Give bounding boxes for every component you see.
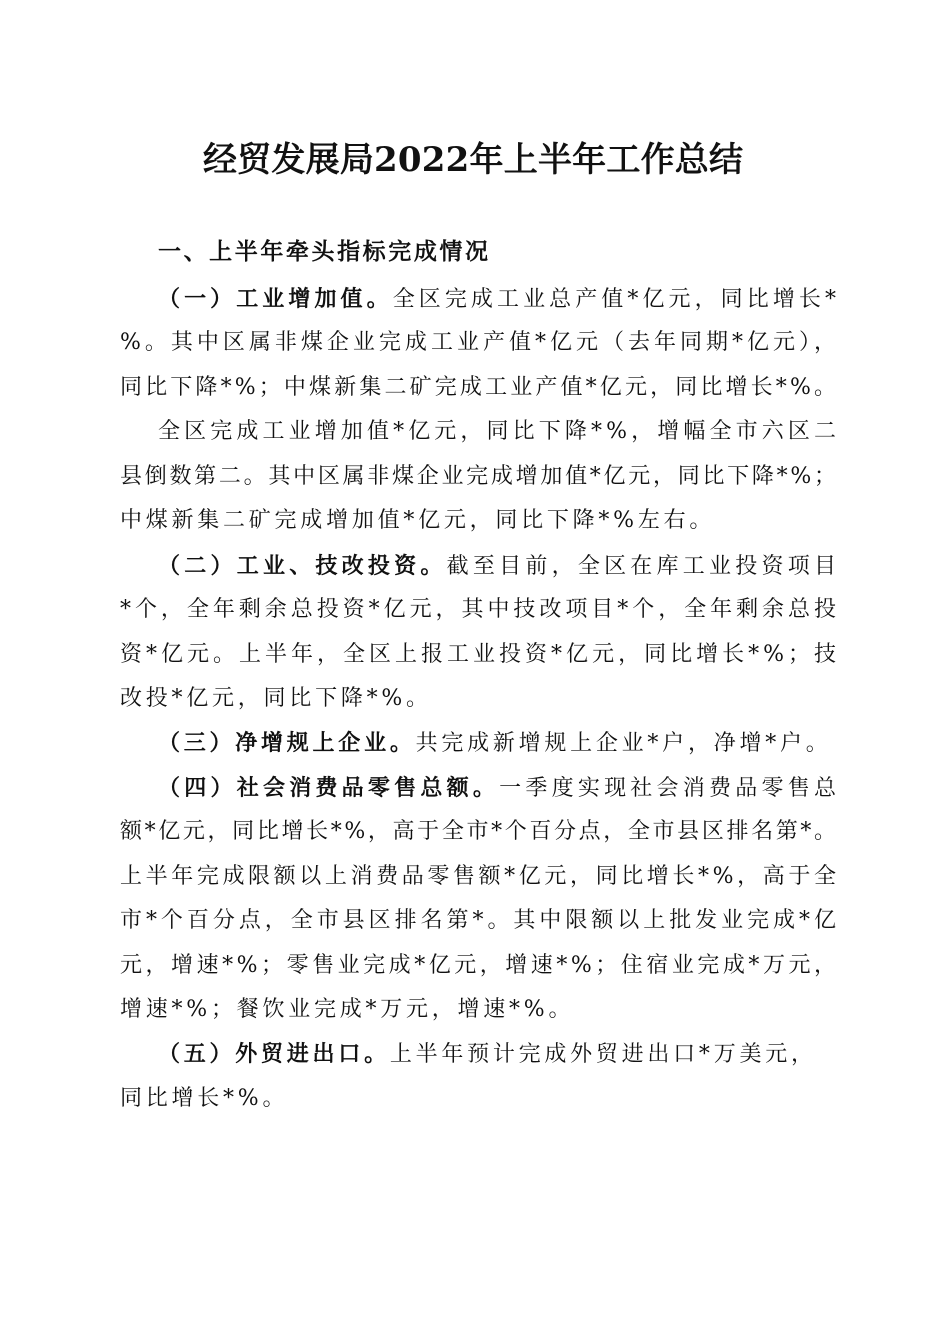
section-heading: 一、上半年牵头指标完成情况 — [158, 239, 491, 265]
line-text: 全区完成工业总产值*亿元，同比增长* — [392, 287, 841, 312]
paragraph-industrial-output — [120, 277, 841, 410]
body-line — [158, 1032, 836, 1076]
paragraph-lead: （一）工业增加值。 — [158, 286, 393, 312]
document-title: 经贸发展局2022年上半年工作总结 — [203, 140, 744, 180]
line-text: 上半年预计完成外贸进出口*万美元， — [389, 1042, 817, 1068]
paragraph-new-enterprises — [120, 721, 836, 765]
body-line: 市*个百分点，全市县区排名第*。其中限额以上批发业完成*亿 — [120, 908, 840, 934]
body-line — [158, 766, 841, 810]
body-line: *个，全年剩余总投资*亿元，其中技改项目*个，全年剩余总投 — [120, 597, 840, 623]
body-line: 额*亿元，同比增长*%，高于全市*个百分点，全市县区排名第*。 — [120, 819, 839, 845]
body-line: 同比下降*%；中煤新集二矿完成工业产值*亿元，同比增长*%。 — [120, 374, 840, 400]
paragraph-lead: （二）工业、技改投资。 — [158, 552, 447, 579]
line-text: 截至目前，全区在库工业投资项目 — [446, 553, 841, 579]
paragraph-lead: （四）社会消费品零售总额。 — [158, 774, 500, 801]
paragraph-investment — [120, 544, 841, 722]
paragraph-foreign-trade — [120, 1032, 836, 1121]
body-line: 县倒数第二。其中区属非煤企业完成增加值*亿元，同比下降*%； — [120, 463, 839, 489]
body-line: %。其中区属非煤企业完成工业产值*亿元（去年同期*亿元）， — [120, 330, 840, 356]
body-line: 资*亿元。上半年，全区上报工业投资*亿元，同比增长*%；技 — [120, 641, 841, 667]
body-line — [158, 277, 841, 321]
body-line: 上半年完成限额以上消费品零售额*亿元，同比增长*%，高于全 — [120, 863, 840, 889]
body-line — [158, 544, 841, 588]
body-line: 增速*%；餐饮业完成*万元，增速*%。 — [120, 997, 575, 1022]
line-text: 共完成新增规上企业*户，净增*户。 — [415, 731, 832, 757]
paragraph-lead: （五）外贸进出口。 — [158, 1041, 390, 1068]
paragraph-industrial-added-value — [120, 410, 841, 543]
line-text: 一季度实现社会消费品零售总 — [499, 775, 841, 801]
body-line: 同比增长*%。 — [120, 1085, 289, 1111]
paragraph-lead: （三）净增规上企业。 — [158, 730, 416, 757]
document-body — [120, 277, 841, 1121]
body-line: 中煤新集二矿完成增加值*亿元，同比下降*%左右。 — [120, 508, 716, 534]
paragraph-retail-sales — [120, 766, 841, 1033]
body-line: 元，增速*%；零售业完成*亿元，增速*%；住宿业完成*万元， — [120, 952, 840, 978]
body-line: 改投*亿元，同比下降*%。 — [120, 685, 432, 711]
body-line — [158, 721, 836, 765]
body-line: 全区完成工业增加值*亿元，同比下降*%，增幅全市六区二 — [158, 419, 841, 445]
